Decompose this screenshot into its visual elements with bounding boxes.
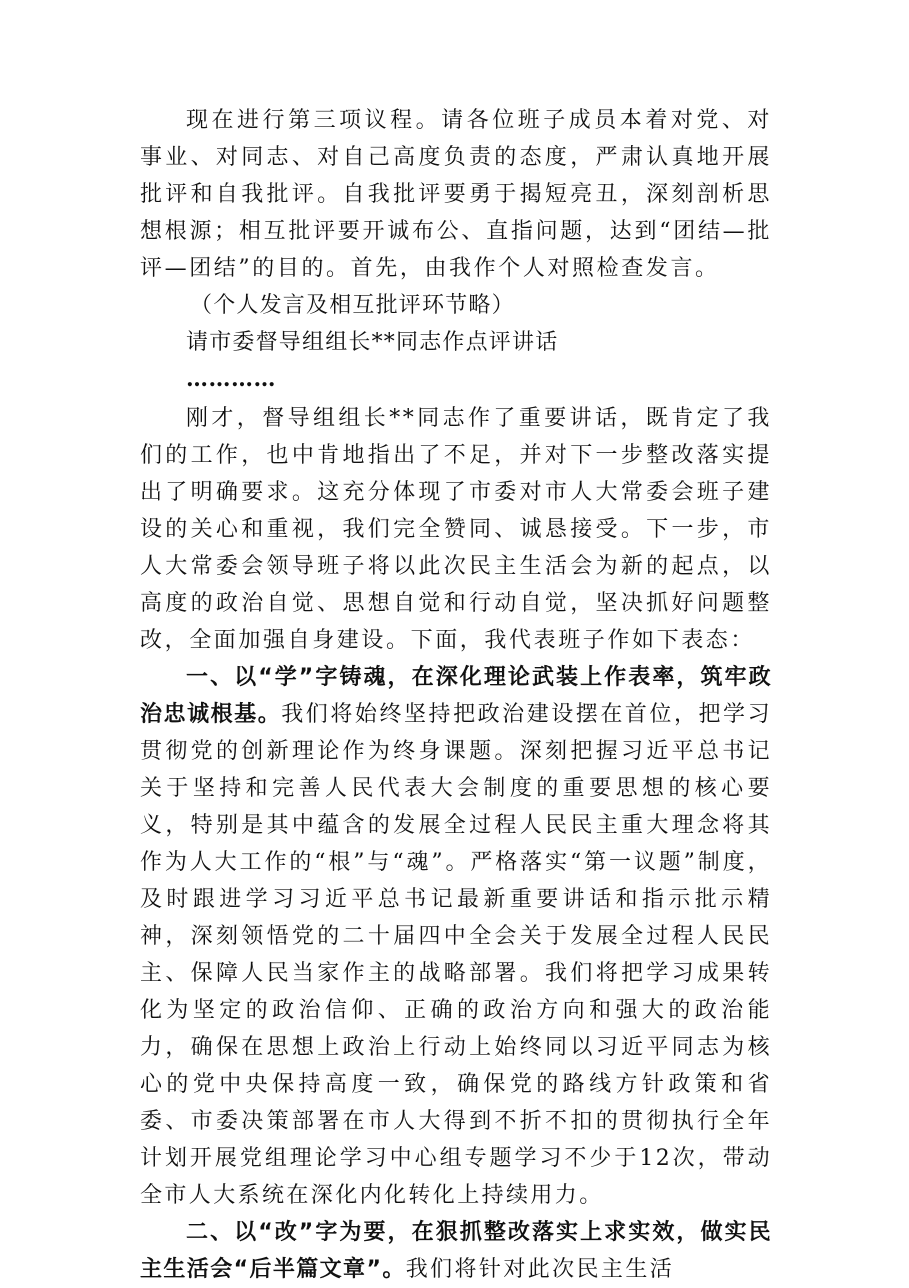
section-two-heading: 二、以“改”字为要，在狠抓整改落实上求实效，做实民主生活会“后半篇文章”。 <box>140 1220 772 1282</box>
section-one-heading: 一、以“学”字铸魂，在深化理论武装上作表率，筑牢政治忠诚根基。 <box>140 665 772 727</box>
paragraph-response-to-remarks: 刚才，督导组组长**同志作了重要讲话，既肯定了我们的工作，也中肯地指出了不足，并对下一步整改落实提出了明确要求。这充分体现了市委对市人大常委会班子建设的关心和重视，我们完全赞同、诚恳接受。下一步，市人大常委会领导班子将以此次民主生活会为新的起点，以高度的政治自觉、思想自觉和行动自觉，坚决抓好问题整改，全面加强自身建设。下面，我代表班子作如下表态： <box>140 406 772 653</box>
paragraph-agenda-item-three: 现在进行第三项议程。请各位班子成员本着对党、对事业、对同志、对自己高度负责的态度，严肃认真地开展批评和自我批评。自我批评要勇于揭短亮丑，深刻剖析思想根源；相互批评要开诚布公、直指问题，达到“团结—批评—团结”的目的。首先，由我作个人对照检查发言。 <box>140 108 772 281</box>
section-two <box>140 1214 772 1288</box>
section-one <box>140 659 772 1214</box>
line-invite-inspector-remarks: 请市委督导组组长**同志作点评讲话 <box>186 330 559 355</box>
note-omitted-section: （个人发言及相互批评环节略） <box>190 293 515 318</box>
section-one-body: 我们将始终坚持把政治建设摆在首位，把学习贯彻党的创新理论作为终身课题。深刻把握习近平总书记关于坚持和完善人民代表大会制度的重要思想的核心要义，特别是其中蕴含的发展全过程人民民主重大理念将其作为人大工作的“根”与“魂”。严格落实“第一议题”制度，及时跟进学习习近平总书记最新重要讲话和指示批示精神，深刻领悟党的二十届四中全会关于发展全过程人民民主、保障人民当家作主的战略部署。我们将把学习成果转化为坚定的政治信仰、正确的政治方向和强大的政治能力，确保在思想上政治上行动上始终同以习近平同志为核心的党中央保持高度一致，确保党的路线方针政策和省委、市委决策部署在市人大得到不折不扣的贯彻执行全年计划开展党组理论学习中心组专题学习不少于12次，带动全市人大系统在深化内化转化上持续用力。 <box>140 702 772 1208</box>
ellipsis-line: ………… <box>186 366 276 392</box>
document-page <box>140 102 772 1288</box>
section-two-body: 我们将针对此次民主生活 <box>405 1257 675 1282</box>
